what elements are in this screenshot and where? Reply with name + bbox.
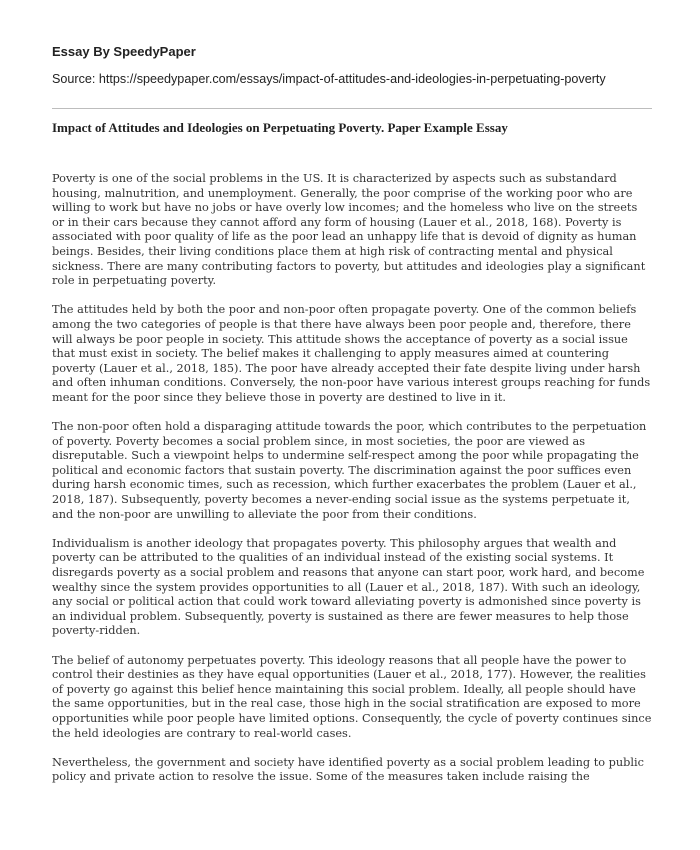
site-header-title: Essay By SpeedyPaper xyxy=(52,44,196,59)
essay-title: Impact of Attitudes and Ideologies on Perpetuating Poverty. Paper Example Essay xyxy=(52,120,508,135)
essay-body xyxy=(52,172,652,800)
paragraph-6: Nevertheless, the government and society have identified poverty as a social problem leading to public policy and private action to resolve the issue. Some of the measures taken include raising the xyxy=(52,755,644,784)
source-link[interactable]: Source: https://speedypaper.com/essays/impact-of-attitudes-and-ideologies-in-perpetuating-poverty xyxy=(52,72,606,86)
paragraph-3: The non-poor often hold a disparaging attitude towards the poor, which contributes to the perpetuation of poverty. Poverty becomes a social problem since, in most societies, the poor are viewed as disreputable. Such a viewpoint helps to undermine self-respect among the poor while propagating the political and economic factors that sustain poverty. The discrimination against the poor suffices even during harsh economic times, such as recession, which further exacerbates the problem (Lauer et al., 2018, 187). Subsequently, poverty becomes a never-ending social issue as the systems perpetuate it, and the non-poor are unwilling to alleviate the poor from their conditions. xyxy=(52,420,647,521)
header-divider xyxy=(52,108,652,109)
paragraph-2: The attitudes held by both the poor and non-poor often propagate poverty. One of the common beliefs among the two categories of people is that there have always been poor people and, therefore, there will always be poor people in society. This attitude shows the acceptance of poverty as a social issue that must exist in society. The belief makes it challenging to apply measures aimed at countering poverty (Lauer et al., 2018, 185). The poor have already accepted their fate despite living under harsh and often inhuman conditions. Conversely, the non-poor have various interest groups reaching for funds meant for the poor since they believe those in poverty are destined to live in it. xyxy=(52,303,651,404)
paragraph-4: Individualism is another ideology that propagates poverty. This philosophy argues that wealth and poverty can be attributed to the qualities of an individual instead of the existing social systems. It disregards poverty as a social problem and reasons that anyone can start poor, work hard, and become wealthy since the system provides opportunities to all (Lauer et al., 2018, 187). With such an ideology, any social or political action that could work toward alleviating poverty is admonished since poverty is an individual problem. Subsequently, poverty is sustained as there are fewer measures to help those poverty-ridden. xyxy=(52,536,645,638)
paragraph-1: Poverty is one of the social problems in the US. It is characterized by aspects such as substandard housing, malnutrition, and unemployment. Generally, the poor comprise of the working poor who are willing to work but have no jobs or have overly low incomes; and the homeless who live on the streets or in their cars because they cannot afford any form of housing (Lauer et al., 2018, 168). Poverty is associated with poor quality of life as the poor lead an unhappy life that is devoid of dignity as human beings. Besides, their living conditions place them at high risk of contracting mental and physical sickness. There are many contributing factors to poverty, but attitudes and ideologies play a significant role in perpetuating poverty. xyxy=(52,172,646,288)
paragraph-5: The belief of autonomy perpetuates poverty. This ideology reasons that all people have the power to control their destinies as they have equal opportunities (Lauer et al., 2018, 177). However, the realities of poverty go against this belief hence maintaining this social problem. Ideally, all people should have the same opportunities, but in the real case, those high in the social stratification are exposed to more opportunities while poor people have limited options. Consequently, the cycle of poverty continues since the held ideologies are contrary to real-world cases. xyxy=(52,653,652,740)
